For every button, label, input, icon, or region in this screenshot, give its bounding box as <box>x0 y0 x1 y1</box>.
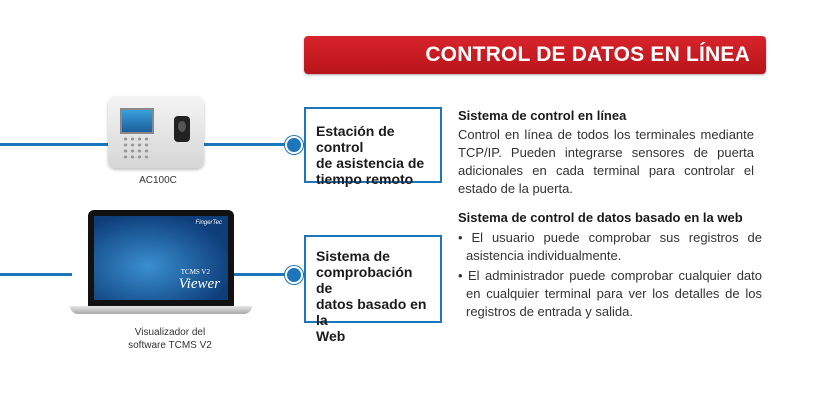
terminal-screen <box>120 108 154 134</box>
remote-box-line2: de asistencia de <box>316 155 425 171</box>
remote-station-box <box>304 107 442 187</box>
online-section-body: Control en línea de todos los terminales mediante TCP/IP. Pueden integrarse sensores de puerta adicionales en cada terminal para controlar el estado de la puerta. <box>458 127 754 196</box>
web-bullet-1: • El usuario puede comprobar sus registros de asistencia individualmente. <box>458 230 762 263</box>
connector-line-top-left <box>0 143 108 146</box>
connector-dot-bottom <box>285 266 303 284</box>
page-title: CONTROL DE DATOS EN LÍNEA <box>425 43 750 66</box>
laptop-caption <box>110 326 230 352</box>
web-section-heading: Sistema de control de datos basado en la web <box>458 210 743 225</box>
connector-line-bottom-left <box>0 273 72 276</box>
laptop-caption-line1: Visualizador del <box>134 327 206 338</box>
remote-box-line1: Estación de control <box>316 123 395 155</box>
screen-title: Viewer <box>178 276 220 292</box>
web-box-line4: Web <box>316 328 346 344</box>
laptop-caption-line2: software TCMS V2 <box>128 340 212 351</box>
title-banner <box>304 36 766 74</box>
laptop-icon <box>88 210 234 306</box>
web-box-line1: Sistema de <box>316 248 390 264</box>
web-box-line3: datos basado en la <box>316 296 427 328</box>
online-section-heading: Sistema de control en línea <box>458 108 627 123</box>
laptop-display <box>94 216 228 300</box>
remote-box-line3: tiempo remoto <box>316 171 414 187</box>
fingerprint-sensor-icon <box>174 116 190 142</box>
terminal-caption: AC100C <box>139 175 177 186</box>
connector-dot-top <box>285 136 303 154</box>
laptop-base <box>70 306 252 314</box>
screen-brand: FingerTec <box>195 220 222 226</box>
web-system-box <box>304 235 442 344</box>
fingerprint-terminal-icon <box>108 96 204 168</box>
screen-version: TCMS V2 <box>180 268 210 276</box>
web-bullet-2: • El administrador puede comprobar cualquier dato en cualquier terminal para ver los detalles de los registros de entrada y salida. <box>458 268 762 319</box>
terminal-keypad <box>122 136 152 160</box>
web-box-line2: comprobación de <box>316 264 413 296</box>
